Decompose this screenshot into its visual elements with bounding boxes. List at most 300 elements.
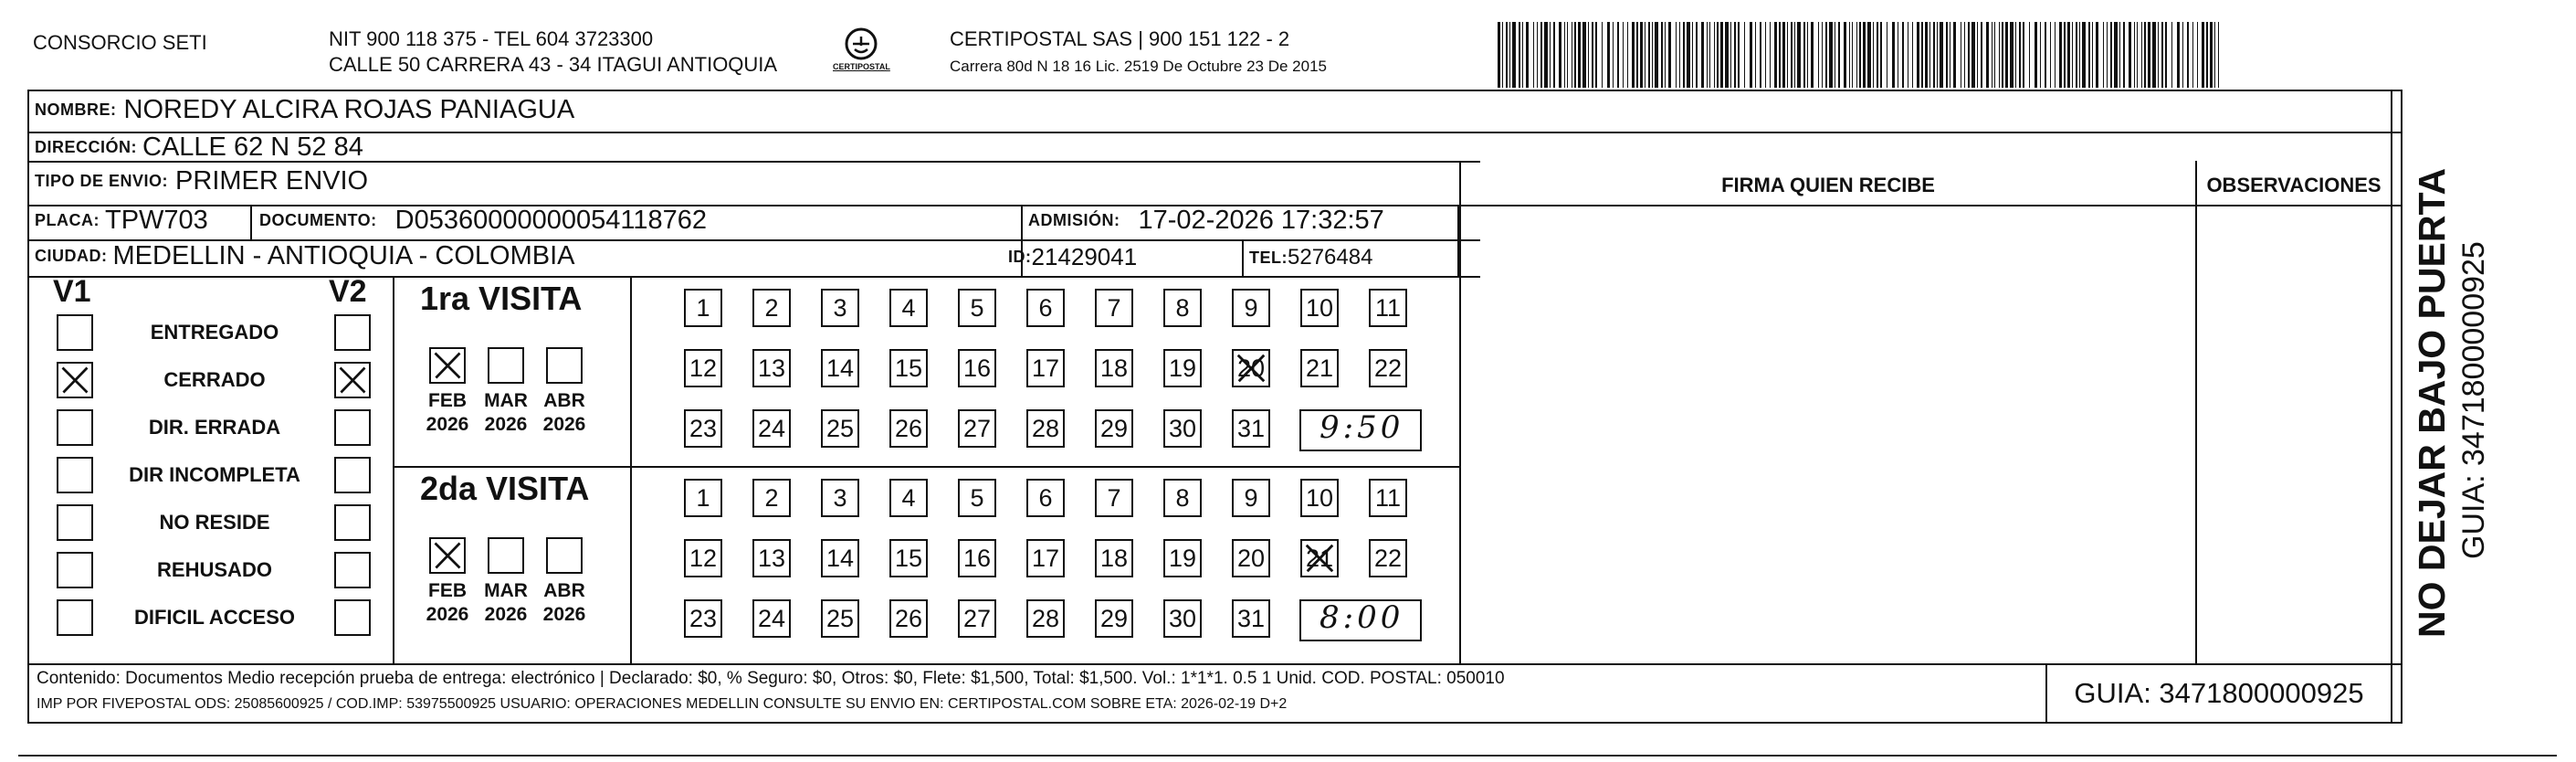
barcode-bar bbox=[1892, 22, 1895, 88]
month-name: FEB bbox=[428, 580, 467, 601]
barcode-bar bbox=[1844, 22, 1846, 88]
barcode-bar bbox=[1578, 22, 1581, 88]
day-number: 18 bbox=[1099, 544, 1129, 572]
barcode-bar bbox=[2019, 22, 2021, 88]
barcode-bar bbox=[1509, 22, 1510, 88]
day-box[interactable] bbox=[1163, 289, 1202, 327]
day-number: 25 bbox=[825, 604, 855, 632]
day-box[interactable] bbox=[889, 599, 928, 638]
day-number: 17 bbox=[1031, 354, 1060, 382]
month-year: 2026 bbox=[484, 414, 528, 435]
day-box[interactable] bbox=[1026, 479, 1065, 517]
day-box[interactable] bbox=[1232, 539, 1270, 577]
barcode-bar bbox=[1720, 22, 1723, 88]
day-box[interactable] bbox=[821, 599, 859, 638]
barcode-bar bbox=[1856, 22, 1857, 88]
barcode-bar bbox=[1632, 22, 1635, 88]
day-box[interactable] bbox=[821, 289, 859, 327]
barcode-bar bbox=[1968, 22, 1970, 88]
barcode-bar bbox=[1807, 22, 1808, 88]
month-name: ABR bbox=[543, 580, 585, 601]
month-year: 2026 bbox=[542, 604, 586, 625]
day-number: 3 bbox=[833, 293, 847, 322]
day-box[interactable] bbox=[1095, 409, 1133, 448]
day-box[interactable] bbox=[821, 349, 859, 387]
day-box[interactable] bbox=[1163, 409, 1202, 448]
placa-value: TPW703 bbox=[105, 206, 208, 235]
day-number: 14 bbox=[825, 354, 855, 382]
barcode-bar bbox=[1925, 22, 1928, 88]
month-name: MAR bbox=[484, 580, 528, 601]
barcode-bar bbox=[2092, 22, 2093, 88]
barcode-bar bbox=[1725, 22, 1729, 88]
day-box[interactable] bbox=[752, 539, 791, 577]
firma-column-header: FIRMA QUIEN RECIBE bbox=[1721, 174, 1935, 196]
admision-field bbox=[1028, 206, 1384, 236]
barcode-bar bbox=[1661, 22, 1663, 88]
month-checkbox[interactable] bbox=[546, 537, 583, 574]
day-number: 14 bbox=[825, 544, 855, 572]
barcode-bar bbox=[2165, 22, 2167, 88]
ciudad-field bbox=[35, 241, 575, 271]
barcode-bar bbox=[2067, 22, 2070, 88]
day-box[interactable] bbox=[1095, 539, 1133, 577]
day-box-marked[interactable] bbox=[1300, 539, 1339, 577]
barcode-bar bbox=[1829, 22, 1833, 88]
day-box[interactable] bbox=[752, 289, 791, 327]
day-number: 30 bbox=[1168, 604, 1197, 632]
ciudad-value: MEDELLIN - ANTIOQUIA - COLOMBIA bbox=[112, 241, 575, 270]
barcode-bar bbox=[1696, 22, 1698, 88]
barcode-bar bbox=[2144, 22, 2146, 88]
handwritten-time: 9:50 bbox=[1320, 409, 1404, 446]
barcode-bar bbox=[1912, 22, 1913, 88]
day-number: 16 bbox=[962, 544, 992, 572]
barcode-bar bbox=[1738, 22, 1740, 88]
day-box[interactable] bbox=[958, 599, 996, 638]
day-box[interactable] bbox=[1026, 409, 1065, 448]
admision-value: 17-02-2026 17:32:57 bbox=[1138, 206, 1384, 235]
barcode-bar bbox=[1502, 22, 1503, 88]
month-year: 2026 bbox=[542, 414, 586, 435]
documento-label: DOCUMENTO: bbox=[259, 211, 377, 229]
day-box[interactable] bbox=[752, 349, 791, 387]
barcode-bar bbox=[1636, 22, 1638, 88]
id-field bbox=[1008, 243, 1137, 271]
barcode-bar bbox=[1770, 22, 1771, 88]
barcode-bar bbox=[2129, 22, 2131, 88]
nombre-field bbox=[35, 95, 574, 125]
day-box[interactable] bbox=[958, 349, 996, 387]
month-label bbox=[419, 389, 476, 437]
nombre-value: NOREDY ALCIRA ROJAS PANIAGUA bbox=[123, 95, 575, 124]
status-option-label: DIR. ERRADA bbox=[148, 416, 281, 439]
barcode-bar bbox=[2197, 22, 2198, 88]
day-box[interactable] bbox=[1026, 349, 1065, 387]
day-box[interactable] bbox=[1095, 599, 1133, 638]
day-box[interactable] bbox=[684, 409, 722, 448]
barcode-bar bbox=[1999, 22, 2000, 88]
barcode-bar bbox=[1849, 22, 1850, 88]
barcode-bar bbox=[2079, 22, 2080, 88]
day-box[interactable] bbox=[1300, 349, 1339, 387]
barcode-bar bbox=[1717, 22, 1719, 88]
day-number: 31 bbox=[1236, 414, 1266, 442]
barcode-bar bbox=[2023, 22, 2024, 88]
day-number: 19 bbox=[1168, 354, 1197, 382]
day-box[interactable] bbox=[958, 409, 996, 448]
day-box[interactable] bbox=[889, 479, 928, 517]
barcode-bar bbox=[1921, 22, 1923, 88]
nombre-label: NOMBRE: bbox=[35, 101, 117, 119]
day-box[interactable] bbox=[1232, 409, 1270, 448]
day-box[interactable] bbox=[684, 289, 722, 327]
day-box-marked[interactable] bbox=[1232, 349, 1270, 387]
barcode-bar bbox=[2088, 22, 2090, 88]
footer-content-line: Contenido: Documentos Medio recepción prueba de entrega: electrónico | Declarado: $0, % Seguro: $0, Otros: $0, Flete: $1,500, Total: $1,500. Vol.: 1*1*1. 0.5 1 Unid. COD. POSTAL: 050010 bbox=[37, 669, 1505, 688]
month-year: 2026 bbox=[426, 414, 469, 435]
day-box[interactable] bbox=[889, 539, 928, 577]
barcode-bar bbox=[1782, 22, 1785, 88]
day-box[interactable] bbox=[889, 349, 928, 387]
v2-checkbox[interactable] bbox=[334, 504, 371, 541]
day-box[interactable] bbox=[1163, 479, 1202, 517]
carrier-line: CERTIPOSTAL SAS | 900 151 122 - 2 bbox=[950, 27, 1290, 50]
admision-label: ADMISIÓN: bbox=[1028, 211, 1120, 229]
barcode-icon bbox=[1498, 22, 2219, 88]
day-box[interactable] bbox=[1163, 539, 1202, 577]
month-label bbox=[419, 579, 476, 627]
month-checkbox[interactable] bbox=[546, 347, 583, 384]
direccion-label: DIRECCIÓN: bbox=[35, 138, 137, 156]
day-number: 19 bbox=[1168, 544, 1197, 572]
day-box[interactable] bbox=[684, 539, 722, 577]
month-name: MAR bbox=[484, 390, 528, 411]
x-mark-icon bbox=[431, 349, 464, 382]
day-number: 17 bbox=[1031, 544, 1060, 572]
day-box[interactable] bbox=[1369, 539, 1407, 577]
day-box[interactable] bbox=[1300, 479, 1339, 517]
barcode-bar bbox=[2076, 22, 2077, 88]
barcode-bar bbox=[1940, 22, 1943, 88]
v1-header: V1 bbox=[53, 274, 91, 309]
v2-checkbox[interactable] bbox=[334, 314, 371, 351]
day-number: 1 bbox=[696, 293, 710, 322]
barcode-bar bbox=[1977, 22, 1978, 88]
day-box[interactable] bbox=[889, 289, 928, 327]
tel-field bbox=[1249, 245, 1372, 270]
barcode-bar bbox=[1760, 22, 1761, 88]
day-number: 24 bbox=[757, 414, 786, 442]
day-number: 23 bbox=[689, 414, 718, 442]
barcode-bar bbox=[1714, 22, 1715, 88]
barcode-bar bbox=[2161, 22, 2163, 88]
barcode-bar bbox=[1867, 22, 1871, 88]
day-box[interactable] bbox=[1095, 349, 1133, 387]
barcode-bar bbox=[2050, 22, 2051, 88]
day-box[interactable] bbox=[1026, 539, 1065, 577]
barcode-bar bbox=[1544, 22, 1548, 88]
barcode-bar bbox=[1794, 22, 1795, 88]
barcode-bar bbox=[1933, 22, 1935, 88]
day-number: 21 bbox=[1305, 354, 1334, 382]
v2-checkbox[interactable] bbox=[334, 409, 371, 446]
day-number: 11 bbox=[1374, 293, 1402, 322]
barcode-bar bbox=[2045, 22, 2046, 88]
barcode-bar bbox=[1683, 22, 1685, 88]
status-option-label: DIFICIL ACCESO bbox=[133, 606, 295, 629]
day-box[interactable] bbox=[752, 599, 791, 638]
barcode-bar bbox=[1692, 22, 1693, 88]
barcode-bar bbox=[1880, 22, 1882, 88]
day-number: 2 bbox=[764, 483, 779, 512]
day-number: 12 bbox=[689, 544, 718, 572]
barcode-bar bbox=[1512, 22, 1516, 88]
id-label: ID: bbox=[1008, 248, 1032, 266]
barcode-bar bbox=[1779, 22, 1781, 88]
nit-line: NIT 900 118 375 - TEL 604 3723300 bbox=[329, 27, 654, 50]
day-number: 2 bbox=[764, 293, 779, 322]
barcode-bar bbox=[2103, 22, 2104, 88]
placa-label: PLACA: bbox=[35, 211, 100, 229]
day-number: 29 bbox=[1099, 604, 1129, 632]
barcode-bar bbox=[1553, 22, 1555, 88]
barcode-bar bbox=[2015, 22, 2016, 88]
barcode-bar bbox=[2035, 22, 2037, 88]
day-number: 7 bbox=[1107, 293, 1121, 322]
day-number: 29 bbox=[1099, 414, 1129, 442]
barcode-bar bbox=[1564, 22, 1565, 88]
day-box[interactable] bbox=[752, 409, 791, 448]
barcode-bar bbox=[2171, 22, 2172, 88]
day-box[interactable] bbox=[889, 409, 928, 448]
v2-checkbox[interactable] bbox=[334, 552, 371, 588]
day-box[interactable] bbox=[1369, 349, 1407, 387]
barcode-bar bbox=[2010, 22, 2013, 88]
barcode-bar bbox=[2082, 22, 2086, 88]
day-box[interactable] bbox=[1369, 289, 1407, 327]
documento-value: D05360000000054118762 bbox=[394, 206, 708, 235]
day-box[interactable] bbox=[1232, 599, 1270, 638]
day-box[interactable] bbox=[958, 479, 996, 517]
day-number: 6 bbox=[1038, 483, 1053, 512]
barcode-bar bbox=[1964, 22, 1965, 88]
barcode-bar bbox=[1838, 22, 1840, 88]
month-checkbox[interactable] bbox=[429, 537, 466, 574]
day-number: 28 bbox=[1031, 414, 1060, 442]
barcode-bar bbox=[2005, 22, 2008, 88]
barcode-bar bbox=[2059, 22, 2062, 88]
barcode-bar bbox=[1676, 22, 1677, 88]
barcode-bar bbox=[1588, 22, 1589, 88]
barcode-bar bbox=[1623, 22, 1624, 88]
observations-area[interactable] bbox=[2203, 208, 2385, 660]
day-box[interactable] bbox=[1300, 289, 1339, 327]
month-year: 2026 bbox=[426, 604, 469, 625]
carrier-license: Carrera 80d N 18 16 Lic. 2519 De Octubre 23 De 2015 bbox=[950, 58, 1327, 75]
barcode-bar bbox=[2218, 22, 2219, 88]
day-box[interactable] bbox=[684, 349, 722, 387]
day-number: 8 bbox=[1175, 483, 1190, 512]
barcode-bar bbox=[1971, 22, 1975, 88]
day-number: 13 bbox=[757, 354, 786, 382]
barcode-bar bbox=[2123, 22, 2125, 88]
barcode-bar bbox=[1818, 22, 1819, 88]
barcode-bar bbox=[1774, 22, 1777, 88]
id-value: 21429041 bbox=[1031, 243, 1138, 270]
day-box[interactable] bbox=[1163, 349, 1202, 387]
day-number: 20 bbox=[1236, 354, 1266, 382]
day-number: 1 bbox=[696, 483, 710, 512]
day-box[interactable] bbox=[684, 599, 722, 638]
day-number: 11 bbox=[1374, 483, 1402, 512]
barcode-bar bbox=[1902, 22, 1904, 88]
barcode-bar bbox=[2029, 22, 2030, 88]
tel-value: 5276484 bbox=[1288, 245, 1373, 270]
ciudad-label: CIUDAD: bbox=[35, 247, 108, 265]
tel-label: TEL: bbox=[1249, 248, 1288, 267]
day-number: 8 bbox=[1175, 293, 1190, 322]
barcode-bar bbox=[1648, 22, 1650, 88]
visit-time-box[interactable] bbox=[1299, 599, 1422, 641]
day-box[interactable] bbox=[821, 409, 859, 448]
barcode-bar bbox=[1655, 22, 1658, 88]
day-number: 31 bbox=[1236, 604, 1266, 632]
barcode-bar bbox=[1791, 22, 1793, 88]
x-mark-icon bbox=[431, 539, 464, 572]
day-box[interactable] bbox=[1095, 479, 1133, 517]
barcode-bar bbox=[1582, 22, 1586, 88]
barcode-bar bbox=[1679, 22, 1680, 88]
barcode-bar bbox=[1607, 22, 1610, 88]
day-box[interactable] bbox=[958, 539, 996, 577]
month-name: FEB bbox=[428, 390, 467, 411]
day-number: 5 bbox=[970, 293, 984, 322]
day-number: 20 bbox=[1236, 544, 1266, 572]
day-number: 15 bbox=[894, 544, 923, 572]
day-box[interactable] bbox=[1232, 479, 1270, 517]
handwritten-time: 8:00 bbox=[1320, 599, 1404, 636]
day-number: 25 bbox=[825, 414, 855, 442]
month-checkbox[interactable] bbox=[488, 347, 524, 384]
barcode-bar bbox=[1744, 22, 1745, 88]
day-number: 15 bbox=[894, 354, 923, 382]
no-dejar-warning: NO DEJAR BAJO PUERTA bbox=[2411, 167, 2453, 638]
month-label bbox=[536, 579, 593, 627]
barcode-bar bbox=[1863, 22, 1866, 88]
day-box[interactable] bbox=[1232, 289, 1270, 327]
day-number: 27 bbox=[962, 604, 992, 632]
visit-time-box[interactable] bbox=[1299, 409, 1422, 451]
barcode-bar bbox=[1519, 22, 1520, 88]
tipo-value: PRIMER ENVIO bbox=[175, 166, 369, 196]
day-number: 6 bbox=[1038, 293, 1053, 322]
barcode-bar bbox=[2214, 22, 2215, 88]
v2-header: V2 bbox=[329, 274, 367, 309]
day-box[interactable] bbox=[958, 289, 996, 327]
month-checkbox[interactable] bbox=[488, 537, 524, 574]
barcode-bar bbox=[1765, 22, 1766, 88]
day-number: 24 bbox=[757, 604, 786, 632]
v2-checkbox[interactable] bbox=[334, 457, 371, 493]
v2-checkbox[interactable] bbox=[334, 362, 371, 398]
barcode-bar bbox=[2002, 22, 2003, 88]
month-year: 2026 bbox=[484, 604, 528, 625]
month-label bbox=[478, 389, 534, 437]
barcode-bar bbox=[2137, 22, 2138, 88]
day-number: 30 bbox=[1168, 414, 1197, 442]
barcode-bar bbox=[2055, 22, 2056, 88]
barcode-bar bbox=[1559, 22, 1561, 88]
barcode-bar bbox=[1750, 22, 1752, 88]
status-option-label: DIR INCOMPLETA bbox=[129, 463, 300, 486]
guia-footer-box: GUIA: 3471800000925 bbox=[2045, 663, 2391, 724]
barcode-bar bbox=[1533, 22, 1534, 88]
month-label bbox=[478, 579, 534, 627]
day-box[interactable] bbox=[1026, 289, 1065, 327]
day-number: 28 bbox=[1031, 604, 1060, 632]
barcode-bar bbox=[2114, 22, 2118, 88]
barcode-bar bbox=[1595, 22, 1597, 88]
day-number: 22 bbox=[1373, 544, 1403, 572]
signature-area[interactable] bbox=[1470, 208, 2186, 660]
day-box[interactable] bbox=[752, 479, 791, 517]
day-box[interactable] bbox=[1163, 599, 1202, 638]
day-number: 3 bbox=[833, 483, 847, 512]
barcode-bar bbox=[2134, 22, 2135, 88]
barcode-bar bbox=[1522, 22, 1523, 88]
day-number: 5 bbox=[970, 483, 984, 512]
day-number: 10 bbox=[1305, 293, 1334, 322]
barcode-bar bbox=[1953, 22, 1956, 88]
documento-field bbox=[259, 206, 707, 236]
day-box[interactable] bbox=[821, 539, 859, 577]
barcode-bar bbox=[1540, 22, 1542, 88]
barcode-bar bbox=[1701, 22, 1704, 88]
barcode-bar bbox=[1567, 22, 1568, 88]
month-checkbox[interactable] bbox=[429, 347, 466, 384]
day-box[interactable] bbox=[1369, 479, 1407, 517]
barcode-bar bbox=[2202, 22, 2204, 88]
status-option-label: REHUSADO bbox=[157, 558, 272, 581]
certipostal-logo bbox=[829, 26, 893, 79]
day-box[interactable] bbox=[684, 479, 722, 517]
barcode-bar bbox=[1946, 22, 1948, 88]
barcode-bar bbox=[1687, 22, 1690, 88]
day-box[interactable] bbox=[821, 479, 859, 517]
direccion-field bbox=[35, 132, 363, 163]
barcode-bar bbox=[2177, 22, 2180, 88]
tipo-label: TIPO DE ENVIO: bbox=[35, 172, 169, 190]
barcode-bar bbox=[2158, 22, 2159, 88]
barcode-bar bbox=[1825, 22, 1827, 88]
day-box[interactable] bbox=[1095, 289, 1133, 327]
side-guia: GUIA: 3471800000925 bbox=[2456, 241, 2491, 559]
visit-title: 1ra VISITA bbox=[420, 280, 583, 317]
barcode-bar bbox=[1574, 22, 1576, 88]
barcode-bar bbox=[1994, 22, 1995, 88]
barcode-bar bbox=[2187, 22, 2189, 88]
v2-checkbox[interactable] bbox=[334, 599, 371, 636]
barcode-bar bbox=[1811, 22, 1814, 88]
day-box[interactable] bbox=[1026, 599, 1065, 638]
barcode-bar bbox=[1877, 22, 1878, 88]
barcode-bar bbox=[1981, 22, 1982, 88]
day-number: 23 bbox=[689, 604, 718, 632]
day-number: 4 bbox=[901, 293, 916, 322]
status-option-label: NO RESIDE bbox=[159, 511, 270, 534]
barcode-bar bbox=[1613, 22, 1614, 88]
